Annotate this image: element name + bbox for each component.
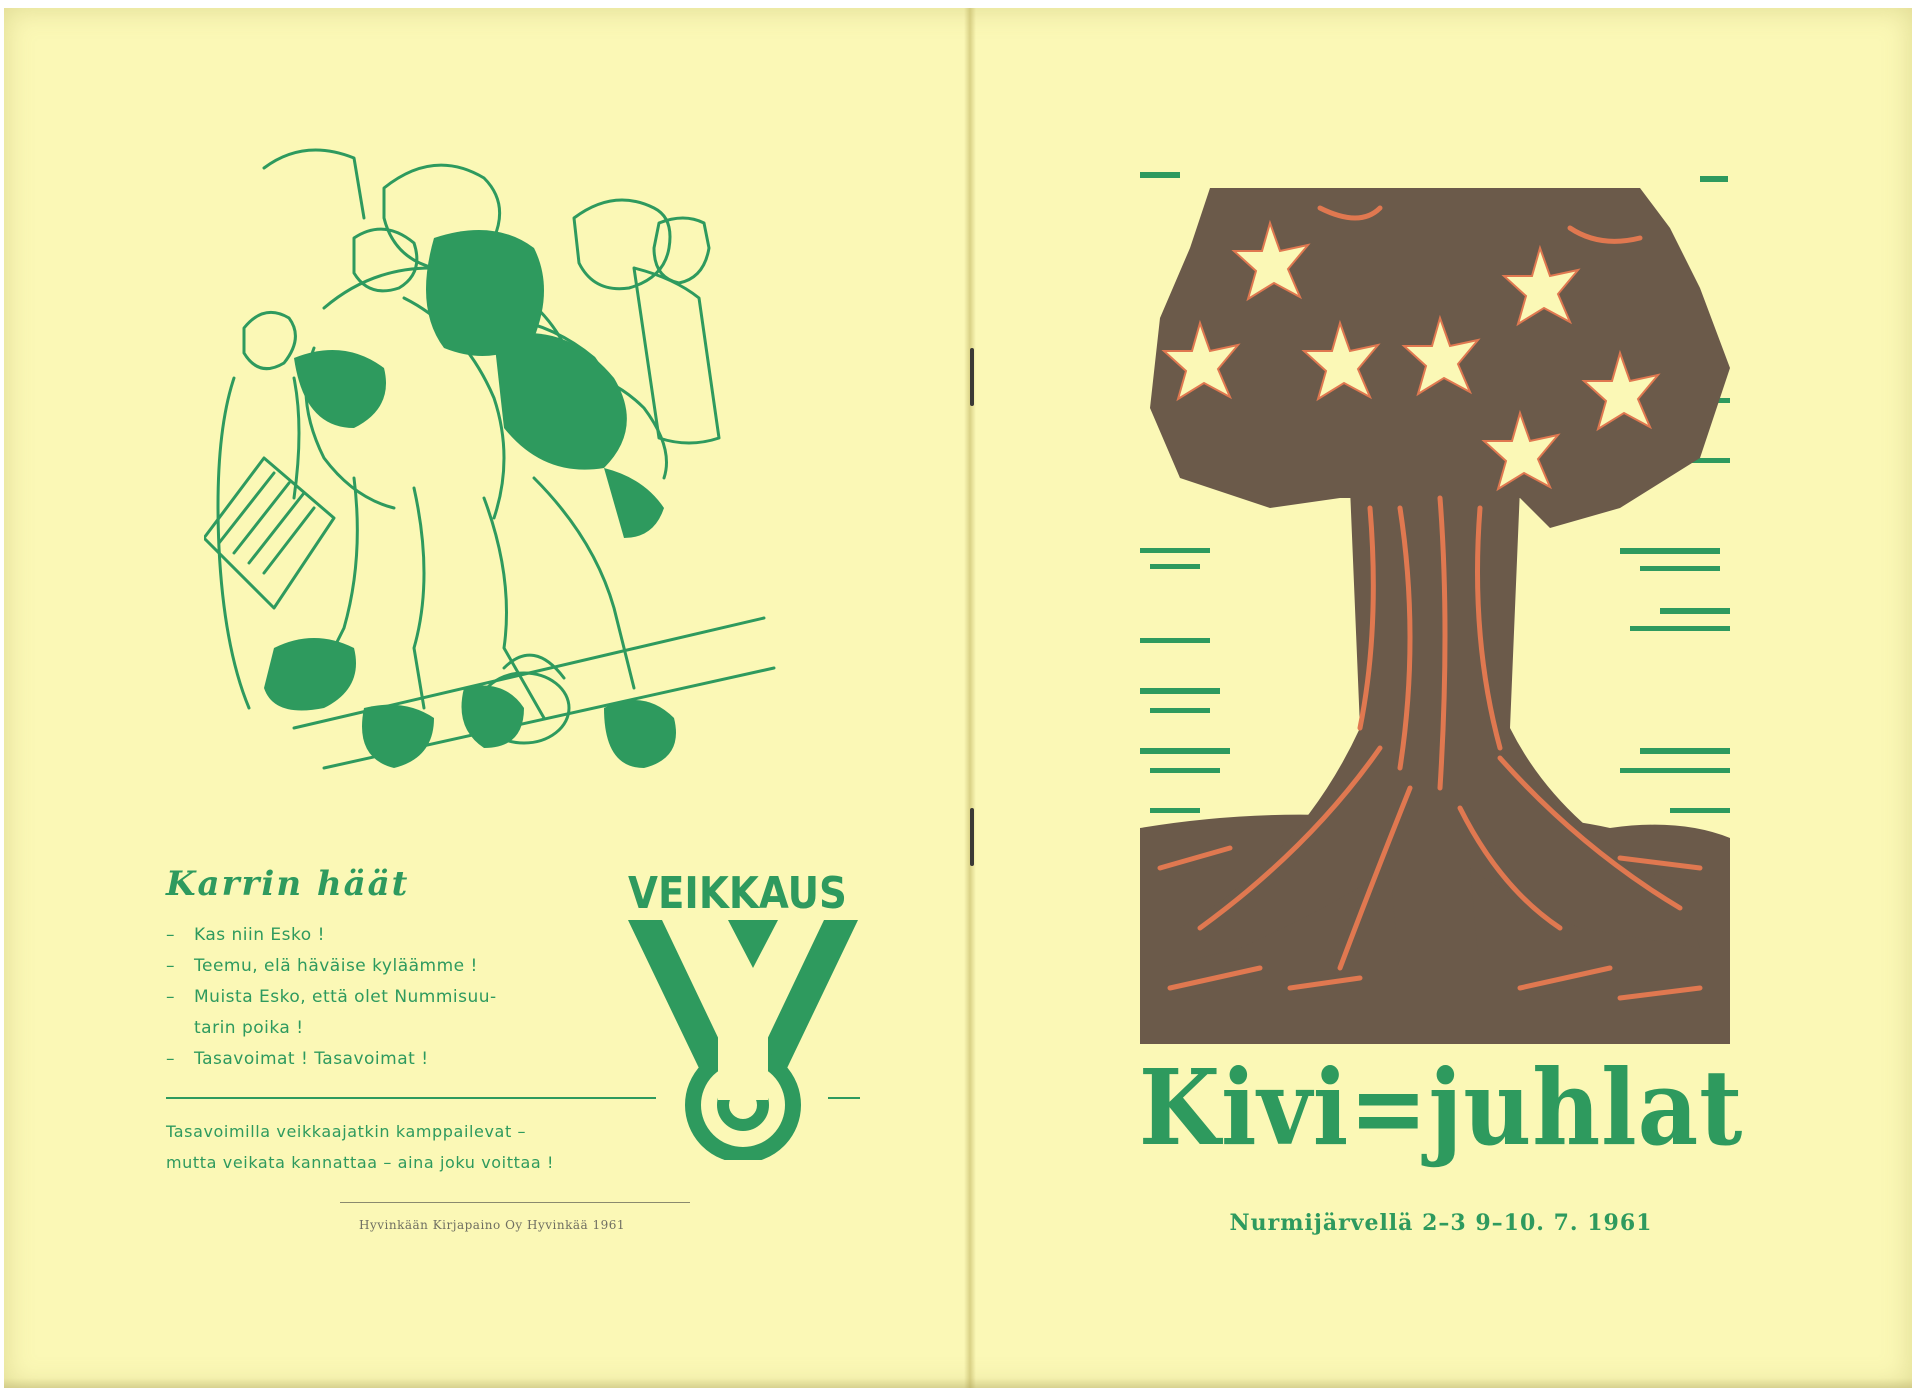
printer-rule: [340, 1202, 690, 1203]
dialogue-text: Muista Esko, että olet Nummisuu-: [194, 987, 497, 1007]
dialogue-line: [166, 1013, 497, 1044]
tree-woodcut-icon: [1140, 168, 1730, 1044]
slogan-line: mutta veikata kannattaa – aina joku voittaa !: [166, 1153, 554, 1172]
dialogue-text: Teemu, elä häväise kyläämme !: [194, 956, 478, 976]
slogan: [166, 1116, 554, 1178]
front-cover-page: [970, 8, 1912, 1388]
back-cover-page: [4, 8, 970, 1388]
printer-imprint: Hyvinkään Kirjapaino Oy Hyvinkää 1961: [359, 1218, 626, 1232]
dialogue-text: tarin poika !: [194, 1018, 304, 1038]
dash: –: [166, 987, 175, 1007]
festival-dates: Nurmijärvellä 2–3 9–10. 7. 1961: [1229, 1210, 1653, 1236]
booklet-spread: [4, 8, 1912, 1388]
brand-name: VEIKKAUS: [628, 868, 847, 919]
dialogue-text: Kas niin Esko !: [194, 925, 325, 945]
dialogue-line: [166, 982, 497, 1013]
dialogue-line: [166, 920, 497, 951]
divider-rule: [166, 1097, 656, 1099]
dialogue-text: Tasavoimat ! Tasavoimat !: [194, 1049, 429, 1069]
slogan-line: Tasavoimilla veikkaajatkin kamppailevat –: [166, 1122, 527, 1141]
dash: –: [166, 925, 175, 945]
festival-title: Kivi=juhlat: [1138, 1046, 1744, 1169]
dash: –: [166, 956, 175, 976]
veikkaus-logo-icon: [628, 920, 858, 1160]
dash: –: [166, 1049, 175, 1069]
wrestling-scene-icon: [204, 148, 804, 838]
dialogue-list: [166, 920, 497, 1075]
dialogue-line: [166, 951, 497, 982]
ad-title: Karrin häät: [166, 864, 410, 904]
page-edge-shadow: [4, 1378, 1912, 1388]
dialogue-line: [166, 1044, 497, 1075]
